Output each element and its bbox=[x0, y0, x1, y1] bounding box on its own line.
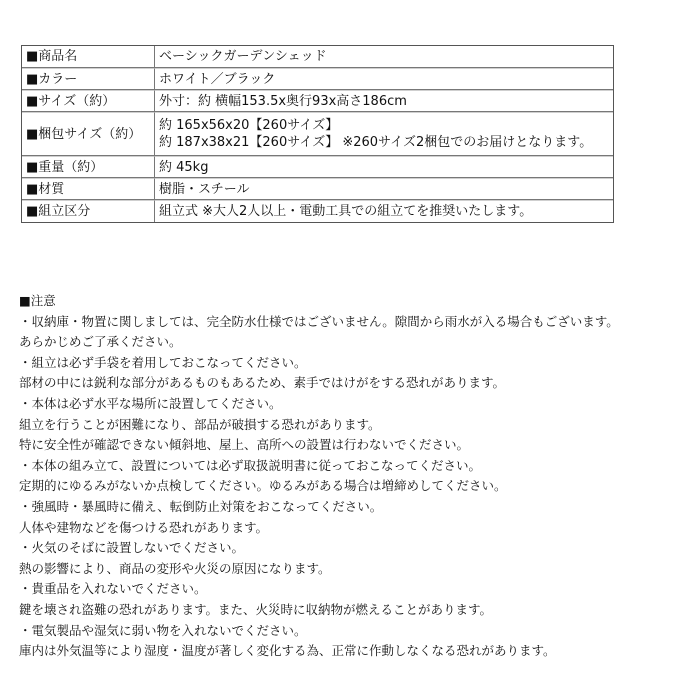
spec-value-line: 約 165x56x20【260サイズ】 bbox=[159, 118, 339, 133]
spec-row-weight bbox=[22, 156, 613, 178]
spec-label: ■組立区分 bbox=[22, 200, 155, 222]
spec-value-line: ベーシックガーデンシェッド bbox=[159, 49, 327, 64]
spec-value bbox=[155, 90, 613, 112]
spec-row-size bbox=[22, 90, 613, 112]
spec-value bbox=[155, 46, 613, 68]
spec-value bbox=[155, 112, 613, 156]
note-line: 組立を行うことが困難になり、部品が破損する恐れがあります。 bbox=[19, 416, 381, 432]
note-line: ・組立は必ず手袋を着用しておこなってください。 bbox=[19, 354, 307, 370]
spec-value bbox=[155, 200, 613, 222]
spec-value bbox=[155, 178, 613, 200]
spec-row-material bbox=[22, 178, 613, 200]
spec-value-line: ホワイト／ブラック bbox=[159, 71, 276, 87]
spec-label: ■商品名 bbox=[22, 46, 155, 68]
note-line: 鍵を壊され盗難の恐れがあります。また、火災時に収納物が燃えることがあります。 bbox=[19, 601, 493, 617]
spec-value-line: 樹脂・スチール bbox=[159, 181, 250, 197]
spec-label: ■サイズ（約） bbox=[22, 90, 155, 112]
note-line: あらかじめご了承ください。 bbox=[19, 334, 182, 350]
spec-row-product-name bbox=[22, 46, 613, 68]
note-line: 人体や建物などを傷つける恐れがあります。 bbox=[19, 519, 269, 535]
spec-row-color bbox=[22, 68, 613, 90]
spec-value-line: 約 187x38x21【260サイズ】 ※260サイズ2梱包でのお届けとなります。 bbox=[159, 135, 593, 150]
note-line: 熱の影響により、商品の変形や火災の原因になります。 bbox=[19, 560, 331, 576]
spec-value bbox=[155, 68, 613, 90]
notes-section bbox=[19, 291, 694, 662]
note-line: ・強風時・暴風時に備え、転倒防止対策をおこなってください。 bbox=[19, 498, 383, 514]
note-line: ・貴重品を入れないでください。 bbox=[19, 581, 207, 597]
note-line: ・本体の組み立て、設置については必ず取扱説明書に従っておこなってください。 bbox=[19, 457, 482, 473]
spec-value-line: 組立式 ※大人2人以上・電動工具での組立てを推奨いたします。 bbox=[159, 204, 533, 219]
note-line: 部材の中には鋭利な部分があるものもあるため、素手ではけがをする恐れがあります。 bbox=[19, 375, 506, 391]
spec-row-package-size bbox=[22, 112, 613, 156]
notes-heading: ■注意 bbox=[19, 293, 56, 308]
spec-value-line: 外寸：約 横幅153.5x奥行93x高さ186cm bbox=[159, 93, 407, 109]
spec-label: ■材質 bbox=[22, 178, 155, 200]
note-line: ・電気製品や湿気に弱い物を入れないでください。 bbox=[19, 622, 307, 638]
spec-value-line: 約 45kg bbox=[159, 159, 209, 175]
spec-label: ■重量（約） bbox=[22, 156, 155, 178]
note-line: 特に安全性が確認できない傾斜地、屋上、高所への設置は行わないでください。 bbox=[19, 437, 470, 453]
note-line: 定期的にゆるみがないか点検してください。ゆるみがある場合は増締めしてください。 bbox=[19, 478, 507, 494]
spec-row-assembly bbox=[22, 200, 613, 222]
note-line: ・収納庫・物置に関しましては、完全防水仕様ではございません。隙間から雨水が入る場合もございます。 bbox=[19, 313, 619, 329]
spec-value bbox=[155, 156, 613, 178]
spec-label: ■梱包サイズ（約） bbox=[22, 112, 155, 156]
spec-table bbox=[21, 45, 614, 223]
note-line: ・火気のそばに設置しないでください。 bbox=[19, 540, 245, 556]
spec-label: ■カラー bbox=[22, 68, 155, 90]
note-line: 庫内は外気温等により湿度・温度が著しく変化する為、正常に作動しなくなる恐れがあります。 bbox=[19, 643, 556, 659]
note-line: ・本体は必ず水平な場所に設置してください。 bbox=[19, 395, 282, 411]
